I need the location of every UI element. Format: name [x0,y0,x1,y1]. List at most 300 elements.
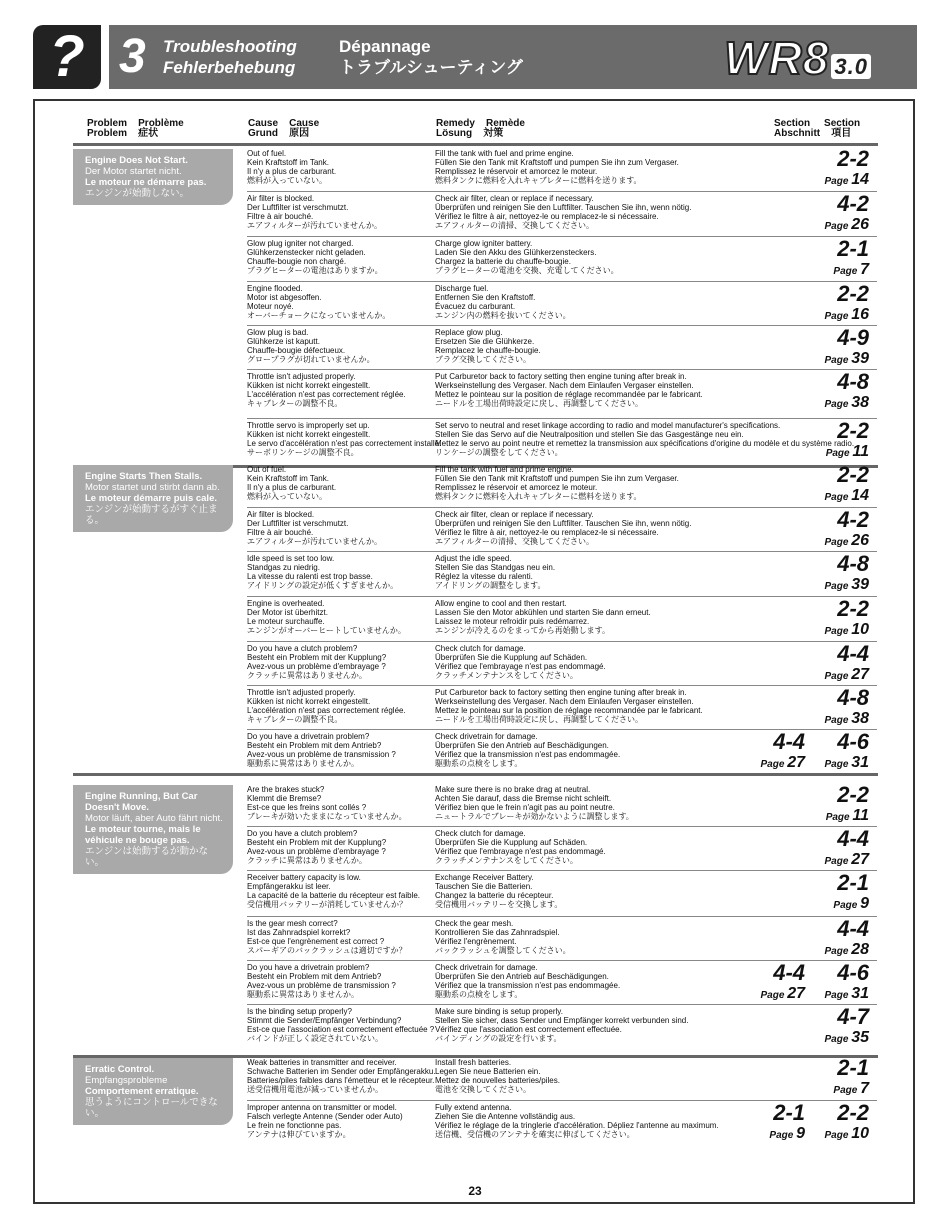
table-row [247,730,877,771]
remedy-line: Check air filter, clean or replace if necessary. [435,510,594,519]
cause-cell [247,421,442,457]
cause-line: Der Motor ist überhitzt. [247,608,328,617]
problem-text: Engine Does Not Start. [85,155,188,166]
problem-text: Motor läuft, aber Auto fährt nicht. [85,813,223,824]
cause-line: Is the binding setup properly? [247,1007,352,1016]
problem-text: Engine Starts Then Stalls. [85,471,203,482]
page-reference [809,941,869,959]
cause-line: Glow plug is bad. [247,328,309,337]
section-reference [809,282,869,324]
remedy-line: Put Carburetor back to factory setting then engine tuning after break in. [435,688,687,697]
remedy-line: Fill the tank with fuel and prime engine. [435,149,574,158]
col-problem [87,119,184,139]
remedy-line: Check clutch for damage. [435,829,526,838]
section-number: 2-1 [773,1100,805,1125]
cause-line: Schwache Batterien im Sender oder Empfängerakku. [247,1067,436,1076]
problem-text: エンジンは始動するが動かない。 [85,846,209,868]
remedy-line: Vérifiez le réglage de la tringlerie d'accélération. Dépliez l'antenne au maximum. [435,1121,719,1130]
section-divider [73,773,878,776]
remedy-line: Vérifiez l'engrènement. [435,937,517,946]
remedy-line: Vérifiez que l'embrayage n'est pas endommagé. [435,847,606,856]
section-reference [809,508,869,550]
remedy-line: Allow engine to cool and then restart. [435,599,567,608]
cause-line: エンジンがオーバーヒートしていませんか。 [247,626,406,635]
page-ref-number: 35 [851,1029,869,1046]
page-reference [809,487,869,505]
col-cause-fr: Cause [289,118,320,129]
cause-line: エアフィルターが汚れていませんか。 [247,537,383,546]
section-reference [745,730,805,772]
section-reference [809,370,869,412]
page-label: Page [824,856,849,867]
remedy-line: 駆動系の点検をします。 [435,759,523,768]
cause-line: アイドリングの設定が低くすぎませんか。 [247,581,399,590]
section-number: 2-2 [837,596,869,621]
cause-line: Do you have a clutch problem? [247,644,358,653]
cause-line: Le frein ne fonctionne pas. [247,1121,342,1130]
section-number: 2-1 [837,236,869,261]
remedy-line: Überprüfen Sie die Kupplung auf Schäden. [435,838,588,847]
cause-line: Chauffe-bougie défectueux. [247,346,346,355]
cause-line: Falsch verlegte Antenne (Sender oder Auto) [247,1112,403,1121]
col-problem-de: Problem [87,128,128,139]
section-reference [809,642,869,684]
remedy-line: Remplissez le réservoir et amorcez le moteur. [435,167,598,176]
section-number: 2-2 [837,281,869,306]
problem-text: エンジンが始動しない。 [85,188,190,199]
remedy-line: エンジン内の燃料を抜いてください。 [435,311,571,320]
cause-line: Are the brakes stuck? [247,785,325,794]
page-ref-number: 14 [851,487,869,504]
page-label: Page [824,990,849,1001]
page-ref-number: 39 [851,350,869,367]
cause-remedy-rows [247,1056,877,1147]
cause-cell [247,688,429,724]
col-remedy-en: Remedy [436,118,475,129]
remedy-line: Vérifiez que la transmission n'est pas endommagée. [435,981,621,990]
remedy-line: Überprüfen und reinigen Sie den Luftfilter. Tauschen Sie ihn, wenn nötig. [435,203,692,212]
page-label: Page [824,176,849,187]
section-number: 4-4 [773,729,805,754]
page-reference [809,394,869,412]
cause-line: Air filter is blocked. [247,194,315,203]
remedy-line: 駆動系の点検をします。 [435,990,523,999]
cause-line: キャブレターの調整不良。 [247,715,343,724]
cause-line: Air filter is blocked. [247,510,315,519]
page-label: Page [824,221,849,232]
remedy-line: バインディングの設定を行います。 [435,1034,562,1043]
remedy-line: Check air filter, clean or replace if necessary. [435,194,594,203]
logo-text: WR8 [724,32,830,84]
remedy-cell [435,829,795,865]
remedy-line: Put Carburetor back to factory setting then engine tuning after break in. [435,372,687,381]
page-ref-number: 31 [851,985,869,1002]
page-ref-number: 27 [851,666,869,683]
cause-line: Batteries/piles faibles dans l'émetteur et le récepteur. [247,1076,435,1085]
section-number: 4-2 [837,191,869,216]
cause-line: Le servo d'accélération n'est pas correctement installé. [247,439,442,448]
remedy-cell [435,644,795,680]
cause-line: プラグヒーターの電池はありますか。 [247,266,383,275]
cause-line: Receiver battery capacity is low. [247,873,361,882]
page-reference [809,306,869,324]
remedy-line: ニュートラルでブレーキが効かないように調整します。 [435,812,634,821]
problem-text: 思うようにコントロールできない。 [85,1097,218,1119]
remedy-line: Install fresh batteries. [435,1058,512,1067]
page-label: Page [825,448,850,459]
page-label: Page [824,537,849,548]
table-row [247,192,877,237]
remedy-line: Laissez le moteur refroidir puis redémarrez. [435,617,590,626]
cause-line: Avez-vous un problème d'embrayage ? [247,847,386,856]
page-reference [809,710,869,728]
header-bar [109,25,917,89]
cause-line: Avez-vous un problème de transmission ? [247,981,396,990]
problem-label-box [73,785,233,874]
cause-line: Glühkerzenstecker nicht geladen. [247,248,366,257]
section-number: 4-8 [837,551,869,576]
page-ref-number: 27 [851,851,869,868]
page-label: Page [824,671,849,682]
remedy-line: 受信機用バッテリーを交換します。 [435,900,563,909]
remedy-line: リンケージの調整をしてください。 [435,448,563,457]
remedy-line: Überprüfen Sie den Antrieb auf Beschädigungen. [435,741,609,750]
page-ref-number: 31 [851,754,869,771]
remedy-line: Stellen Sie sicher, dass Sender und Empfänger korrekt verbunden sind. [435,1016,689,1025]
remedy-line: 燃料タンクに燃料を入れキャブレターに燃料を送ります。 [435,176,642,185]
table-row [247,147,877,192]
page-reference [745,985,805,1003]
cause-line: グロープラグが切れていませんか。 [247,355,375,364]
section-number: 4-4 [837,641,869,666]
page-label: Page [824,1034,849,1045]
section-reference [809,1056,869,1098]
page-reference [809,807,869,825]
cause-line: サーボリンケージの調整不良。 [247,448,359,457]
problem-text: エンジンが始動するがすぐ止まる。 [85,504,218,526]
section-number: 4-8 [837,369,869,394]
page-label: Page [824,715,849,726]
section-reference [809,597,869,639]
cause-line: Chauffe-bougie non chargé. [247,257,347,266]
remedy-line: Vérifiez le filtre à air, nettoyez-le ou remplacez-le si nécessaire. [435,212,659,221]
title-en: Troubleshooting [163,37,297,56]
cause-line: アンテナは伸びていますか。 [247,1130,351,1139]
page-label: Page [833,1085,858,1096]
remedy-cell [435,599,795,635]
section-number: 2-2 [837,782,869,807]
section-number: 4-4 [837,916,869,941]
section-reference [809,192,869,234]
section-reference [745,1101,805,1143]
remedy-line: 電池を交換してください。 [435,1085,531,1094]
remedy-line: Changez la batterie du récepteur. [435,891,554,900]
remedy-line: Überprüfen und reinigen Sie den Luftfilter. Tauschen Sie ihn, wenn nötig. [435,519,692,528]
table-row [247,1056,877,1101]
table-row [247,871,877,917]
cause-line: 燃料が入っていない。 [247,176,327,185]
section-number: 4-8 [837,685,869,710]
col-remedy [436,119,525,139]
remedy-line: Discharge fuel. [435,284,489,293]
remedy-line: Lassen Sie den Motor abkühlen und starten Sie dann erneut. [435,608,651,617]
cause-cell [247,372,429,408]
remedy-line: Make sure binding is setup properly. [435,1007,563,1016]
remedy-line: Make sure there is no brake drag at neutral. [435,785,591,794]
cause-line: Kükken ist nicht korrekt eingestellt. [247,697,371,706]
section-reference [809,730,869,772]
section-number: 4-9 [837,325,869,350]
remedy-line: クラッチメンテナンスをしてください。 [435,856,578,865]
cause-line: Klemmt die Bremse? [247,794,322,803]
section-number: 4-4 [837,826,869,851]
table-row [247,419,877,463]
section-number: 2-1 [837,1055,869,1080]
remedy-line: Stellen Sie das Servo auf die Neutralposition und stellen Sie das Gasgestänge neu ein. [435,430,744,439]
remedy-cell [435,510,795,546]
col-problem-en: Problem [87,118,128,129]
remedy-line: プラグ交換してください。 [435,355,531,364]
page-ref-number: 26 [851,216,869,233]
chapter-title-fr-jp [339,36,523,78]
col-remedy-de: Lösung [436,128,473,139]
remedy-line: エンジンが冷えるのをまってから再始動します。 [435,626,610,635]
cause-remedy-rows [247,147,877,463]
remedy-line: Mettez de nouvelles batteries/piles. [435,1076,560,1085]
page-label: Page [760,990,785,1001]
cause-remedy-rows [247,463,877,771]
section-reference [809,237,869,279]
cause-line: Le moteur surchauffe. [247,617,325,626]
section-reference [809,1005,869,1047]
remedy-line: Mettez le pointeau sur la position de réglage recommandée par le fabricant. [435,390,703,399]
cause-cell [247,284,429,320]
remedy-line: アイドリングの調整をします。 [435,581,546,590]
cause-line: Engine flooded. [247,284,303,293]
page-label: Page [824,581,849,592]
remedy-cell [435,149,795,185]
col-cause-en: Cause [248,118,279,129]
section-reference [809,326,869,368]
cause-cell [247,644,429,680]
remedy-line: Achten Sie darauf, dass die Bremse nicht schleift. [435,794,612,803]
remedy-line: Replace glow plug. [435,328,503,337]
problem-label-box [73,465,233,532]
cause-line: Besteht ein Problem mit der Kupplung? [247,838,387,847]
problem-text: Comportement erratique. [85,1086,199,1097]
cause-line: Besteht ein Problem mit dem Antrieb? [247,972,382,981]
page-reference [809,1125,869,1143]
page-ref-number: 10 [851,1125,869,1142]
cause-line: 送受信機用電池が減っていませんか。 [247,1085,383,1094]
remedy-line: 燃料タンクに燃料を入れキャブレターに燃料を送ります。 [435,492,642,501]
section-reference [809,463,869,505]
remedy-line: Réglez la vitesse du ralenti. [435,572,533,581]
problem-text: Empfangsprobleme [85,1075,168,1086]
page-ref-number: 28 [851,941,869,958]
cause-line: Improper antenna on transmitter or model. [247,1103,397,1112]
cause-line: Avez-vous un problème de transmission ? [247,750,396,759]
remedy-line: Laden Sie den Akku des Glühkerzensteckers. [435,248,597,257]
cause-line: La vitesse du ralenti est trop basse. [247,572,373,581]
cause-line: オーバーチョークになっていませんか。 [247,311,391,320]
remedy-line: Set servo to neutral and reset linkage according to radio and model manufacturer's specifications. [435,421,781,430]
remedy-line: Tauschen Sie die Batterien. [435,882,533,891]
page-reference [809,443,869,461]
remedy-line: Werkseinstellung des Vergaser. Nach dem Einlaufen Vergaser einstellen. [435,697,694,706]
cause-line: クラッチに異常はありませんか。 [247,856,367,865]
section-number: 2-2 [837,146,869,171]
section-reference [809,871,869,913]
cause-line: Filtre à air bouché. [247,212,314,221]
col-cause-jp: 原因 [289,128,310,139]
cause-line: バインドが正しく設定されていない。 [247,1034,383,1043]
page-label: Page [824,946,849,957]
cause-line: L'accélération n'est pas correctement réglée. [247,706,406,715]
table-row [247,1101,877,1147]
section-reference [809,961,869,1003]
title-de: Fehlerbehebung [163,58,296,77]
page-label: Page [760,759,785,770]
page-label: Page [833,900,858,911]
cause-line: Est-ce que l'association est correctement effectuée ? [247,1025,435,1034]
remedy-line: Évacuez du carburant. [435,302,516,311]
remedy-line: Check drivetrain for damage. [435,732,538,741]
remedy-cell [435,785,795,821]
table-row [247,282,877,326]
table-row [247,508,877,552]
cause-cell [247,732,429,768]
title-jp: トラブルシューティング [339,58,523,77]
page-reference [745,754,805,772]
remedy-line: Check drivetrain for damage. [435,963,538,972]
cause-line: Besteht ein Problem mit der Kupplung? [247,653,387,662]
remedy-line: プラグヒーターの電池を交換、充電してください。 [435,266,619,275]
cause-line: Stimmt die Sender/Empfänger Verbindung? [247,1016,402,1025]
col-section-jp: 項目 [831,128,852,139]
remedy-line: Remplacez le chauffe-bougie. [435,346,541,355]
remedy-line: Ziehen Sie die Antenne vollständig aus. [435,1112,576,1121]
remedy-line: Ersetzen Sie die Glühkerze. [435,337,535,346]
col-cause [248,119,319,139]
cause-line: Ist das Zahnradspiel korrekt? [247,928,351,937]
remedy-line: クラッチメンテナンスをしてください。 [435,671,578,680]
remedy-cell [435,963,795,999]
section-number: 2-2 [837,1100,869,1125]
page-ref-number: 27 [787,754,805,771]
page-label: Page [824,399,849,410]
remedy-cell [435,372,795,408]
cause-line: Throttle isn't adjusted properly. [247,372,356,381]
cause-line: Do you have a drivetrain problem? [247,732,370,741]
cause-line: Weak batteries in transmitter and receiver. [247,1058,397,1067]
table-row [247,642,877,686]
remedy-line: エアフィルターの清掃、交換してください。 [435,537,595,546]
remedy-line: 送信機、受信機のアンテナを確実に伸ばしてください。 [435,1130,635,1139]
section-reference [745,961,805,1003]
col-remedy-fr: Remède [486,118,525,129]
section-number: 4-6 [837,729,869,754]
cause-line: スパーギアのバックラッシュは適切ですか？ [247,946,407,955]
remedy-line: ニードルを工場出荷時設定に戻し、再調整してください。 [435,399,643,408]
col-remedy-jp: 対策 [483,128,504,139]
section-number: 4-2 [837,507,869,532]
page-reference [809,350,869,368]
remedy-line: Fully extend antenna. [435,1103,512,1112]
remedy-cell [435,554,795,590]
table-row [247,1005,877,1053]
section-number: 2-1 [837,870,869,895]
remedy-line: Vérifiez que la transmission n'est pas endommagée. [435,750,621,759]
cause-line: Avez-vous un problème d'embrayage ? [247,662,386,671]
problem-text: Le moteur ne démarre pas. [85,177,207,188]
cause-line: Der Luftfilter ist verschmutzt. [247,519,349,528]
cause-cell [247,1007,435,1043]
remedy-cell [435,194,795,230]
cause-cell [247,1103,429,1139]
remedy-line: バックラッシュを調整してください。 [435,946,571,955]
cause-line: 駆動系に異常はありませんか。 [247,759,359,768]
remedy-line: Fill the tank with fuel and prime engine. [435,465,574,474]
section-reference [809,419,869,461]
cause-line: Kein Kraftstoff im Tank. [247,158,329,167]
cause-line: Engine is overheated. [247,599,325,608]
col-section [774,119,860,139]
page-reference [809,216,869,234]
wr8-logo [724,32,871,90]
page-reference [809,985,869,1003]
page-reference [809,895,869,913]
page-ref-number: 16 [851,306,869,323]
chapter-number: 3 [119,30,146,83]
cause-line: Der Luftfilter ist verschmutzt. [247,203,349,212]
problem-label-box [73,149,233,205]
remedy-cell [435,1007,795,1043]
problem-text: Le moteur démarre puis cale. [85,493,217,504]
remedy-line: Überprüfen Sie den Antrieb auf Beschädigungen. [435,972,609,981]
table-row [247,783,877,827]
table-row [247,463,877,508]
cause-line: Il n'y a plus de carburant. [247,483,337,492]
remedy-cell [435,1103,795,1139]
remedy-cell [435,328,795,364]
cause-line: 燃料が入っていない。 [247,492,327,501]
cause-line: Kükken ist nicht korrekt eingestellt. [247,381,371,390]
remedy-line: エアフィルターの清掃、交換してください。 [435,221,595,230]
problem-text: Le moteur tourne, mais le véhicule ne bouge pas. [85,824,201,846]
cause-line: Filtre à air bouché. [247,528,314,537]
remedy-cell [435,732,795,768]
cause-line: Il n'y a plus de carburant. [247,167,337,176]
section-divider [73,143,878,146]
problem-text: Erratic Control. [85,1064,155,1075]
question-mark-icon: ? [33,25,101,89]
page-ref-number: 9 [796,1125,805,1142]
table-row [247,552,877,597]
cause-line: Do you have a drivetrain problem? [247,963,370,972]
cause-line: Glow plug igniter not charged. [247,239,354,248]
logo-version: 3.0 [831,54,871,79]
cause-line: クラッチに異常はありませんか。 [247,671,367,680]
remedy-line: Chargez la batterie du chauffe-bougie. [435,257,571,266]
remedy-cell [435,873,795,909]
remedy-line: Stellen Sie das Standgas neu ein. [435,563,556,572]
table-row [247,597,877,642]
cause-line: Do you have a clutch problem? [247,829,358,838]
cause-cell [247,599,429,635]
remedy-line: Werkseinstellung des Vergaser. Nach dem Einlaufen Vergaser einstellen. [435,381,694,390]
col-section-de: Abschnitt [774,128,821,139]
